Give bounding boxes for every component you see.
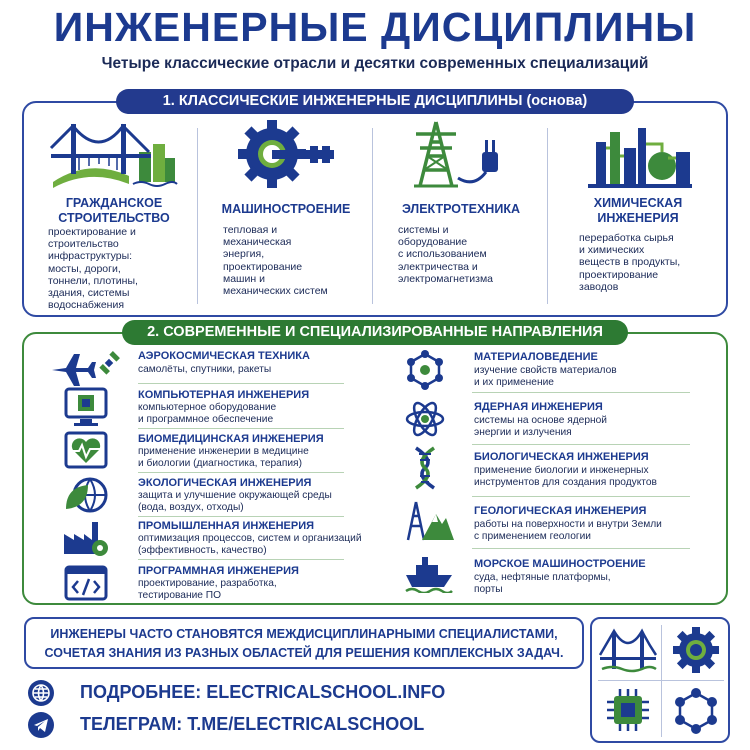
heart-pulse-icon xyxy=(64,431,112,471)
network-icon xyxy=(666,685,726,739)
power-tower-plug-icon xyxy=(378,118,544,193)
page-title: ИНЖЕНЕРНЫЕ ДИСЦИПЛИНЫ xyxy=(53,4,697,50)
list-item: КОМПЬЮТЕРНАЯ ИНЖЕНЕРИЯ компьютерное оборудование и программное обеспечение xyxy=(50,387,350,431)
airplane-satellite-icon xyxy=(50,350,98,390)
discipline-description: переработка сырья и химических веществ в продукты, проектирование заводов xyxy=(579,232,681,293)
computer-chip-icon xyxy=(64,387,112,427)
list-item: ЭКОЛОГИЧЕСКАЯ ИНЖЕНЕРИЯ защита и улучшение окружающей среды (вода, воздух, отходы) xyxy=(50,475,350,519)
icon-tiles xyxy=(590,617,730,743)
modern-section-heading: 2. СОВРЕМЕННЫЕ И СПЕЦИАЛИЗИРОВАННЫЕ НАПРАВЛЕНИЯ xyxy=(122,320,628,345)
discipline-civil xyxy=(34,118,194,310)
discipline-title: ГРАЖДАНСКОЕ СТРОИТЕЛЬСТВО xyxy=(58,196,170,225)
gear-icon xyxy=(666,623,726,677)
list-item: ЯДЕРНАЯ ИНЖЕНЕРИЯ системы на основе ядерной энергии и излучения xyxy=(404,398,724,442)
interdisciplinary-note: ИНЖЕНЕРЫ ЧАСТО СТАНОВЯТСЯ МЕЖДИСЦИПЛИНАРНЫМИ СПЕЦИАЛИСТАМИ, СОЧЕТАЯ ЗНАНИЯ ИЗ РАЗНЫХ ОБЛАСТЕЙ ДЛЯ РЕШЕНИЯ КОМПЛЕКСНЫХ ЗАДАЧ. xyxy=(24,617,584,669)
list-item: БИОЛОГИЧЕСКАЯ ИНЖЕНЕРИЯ применение биологии и инженерных инструментов для создания продуктов xyxy=(404,446,724,490)
column-divider xyxy=(547,128,548,304)
gear-shaft-icon xyxy=(203,118,369,193)
atom-icon xyxy=(404,398,452,438)
discipline-description: проектирование и строительство инфраструктуры: мосты, дороги, тоннели, плотины, здания, системы водоснабжения xyxy=(48,226,138,312)
discipline-electrical xyxy=(378,118,544,310)
list-item: ГЕОЛОГИЧЕСКАЯ ИНЖЕНЕРИЯ работы на поверхности и внутри Земли с применением геологии xyxy=(404,500,724,544)
discipline-chemical xyxy=(553,118,723,310)
discipline-title: ЭЛЕКТРОТЕХНИКА xyxy=(402,202,520,216)
telegram-icon xyxy=(28,712,54,738)
discipline-title: МАШИНОСТРОЕНИЕ xyxy=(221,202,351,216)
page-subtitle: Четыре классические отрасли и десятки современных специализаций xyxy=(101,55,649,72)
list-item: ПРОМЫШЛЕННАЯ ИНЖЕНЕРИЯ оптимизация процессов, систем и организаций (эффективность, качество) xyxy=(50,518,390,562)
column-divider xyxy=(197,128,198,304)
list-item: БИОМЕДИЦИНСКАЯ ИНЖЕНЕРИЯ применение инженерии в медицине и биологии (диагностика, терапия) xyxy=(50,431,350,475)
telegram-link[interactable]: ТЕЛЕГРАМ: T.ME/ELECTRICALSCHOOL xyxy=(80,714,425,734)
bridge-city-icon xyxy=(34,118,194,193)
column-divider xyxy=(372,128,373,304)
chip-icon xyxy=(598,685,658,739)
chemical-plant-icon xyxy=(553,118,723,193)
list-item: МАТЕРИАЛОВЕДЕНИЕ изучение свойств материалов и их применение xyxy=(404,350,724,394)
dna-icon xyxy=(404,446,452,486)
list-item: АЭРОКОСМИЧЕСКАЯ ТЕХНИКА самолёты, спутники, ракеты xyxy=(50,350,350,394)
leaf-globe-icon xyxy=(64,475,112,515)
discipline-description: системы и оборудование с использованием электричества и электромагнетизма xyxy=(398,224,494,285)
globe-icon xyxy=(28,680,54,706)
list-item: ПРОГРАММНАЯ ИНЖЕНЕРИЯ проектирование, разработка, тестирование ПО xyxy=(50,563,350,607)
ship-icon xyxy=(404,553,452,593)
code-window-icon xyxy=(64,563,112,603)
list-item: МОРСКОЕ МАШИНОСТРОЕНИЕ суда, нефтяные платформы, порты xyxy=(404,553,724,597)
discipline-mechanical xyxy=(203,118,369,310)
classic-section-heading: 1. КЛАССИЧЕСКИЕ ИНЖЕНЕРНЫЕ ДИСЦИПЛИНЫ (основа) xyxy=(116,89,634,114)
factory-gear-icon xyxy=(62,518,110,558)
discipline-description: тепловая и механическая энергия, проектирование машин и механических систем xyxy=(223,224,328,298)
website-link[interactable]: ПОДРОБНЕЕ: ELECTRICALSCHOOL.INFO xyxy=(80,682,446,702)
bridge-icon xyxy=(598,623,658,677)
discipline-title: ХИМИЧЕСКАЯ ИНЖЕНЕРИЯ xyxy=(593,196,683,225)
oil-rig-mountain-icon xyxy=(404,500,452,540)
molecule-icon xyxy=(404,350,452,390)
